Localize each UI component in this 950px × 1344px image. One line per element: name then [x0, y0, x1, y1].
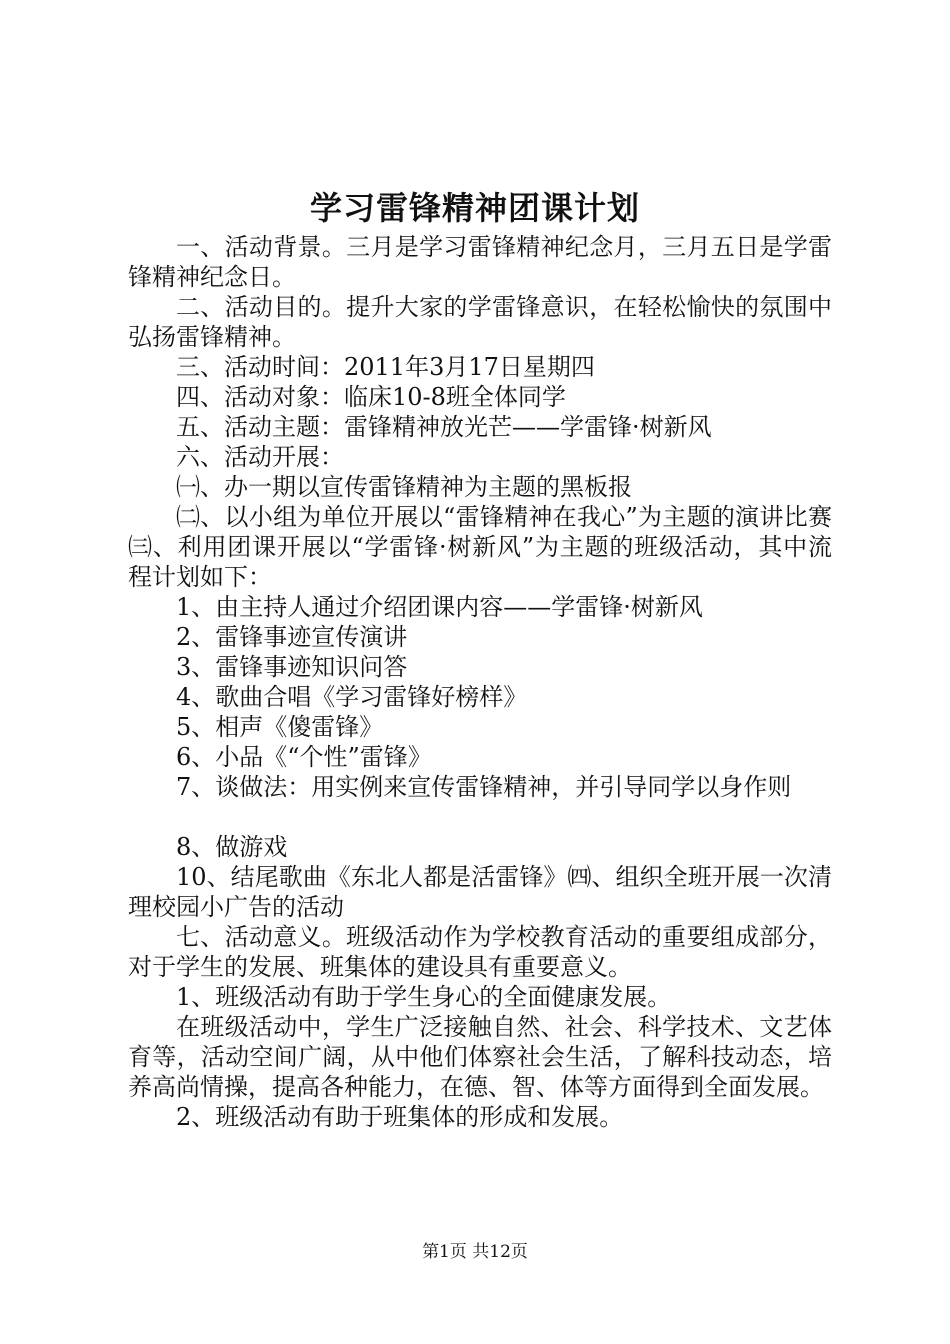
list-item: 6、小品《“个性”雷锋》 [176, 743, 432, 771]
blank-line [128, 802, 832, 832]
document-title: 学习雷锋精神团课计划 [309, 189, 640, 227]
list-item: 3、雷锋事迹知识问答 [176, 653, 408, 681]
page-footer: 第1页 共12页 [422, 1242, 528, 1262]
list-item: 7、谈做法：用实例来宣传雷锋精神，并引导同学以身作则 [176, 773, 792, 801]
list-item: 5、相声《傻雷锋》 [176, 713, 384, 741]
document-body [128, 232, 832, 1132]
paragraph-activity-1: ㈠、办一期以宣传雷锋精神为主题的黑板报 [176, 473, 632, 501]
paragraph-purpose: 二、活动目的。提升大家的学雷锋意识，在轻松愉快的氛围中弘扬雷锋精神。 [128, 293, 832, 351]
list-item: 1、由主持人通过介绍团课内容——学雷锋·树新风 [176, 593, 703, 621]
list-item: 4、歌曲合唱《学习雷锋好榜样》 [176, 683, 528, 711]
paragraph-time: 三、活动时间：2011年3月17日星期四 [176, 353, 595, 381]
paragraph-significance-2: 2、班级活动有助于班集体的形成和发展。 [176, 1103, 624, 1131]
paragraph-background: 一、活动背景。三月是学习雷锋精神纪念月，三月五日是学雷锋精神纪念日。 [128, 233, 832, 291]
list-item: 10、结尾歌曲《东北人都是活雷锋》㈣、组织全班开展一次清理校园小广告的活动 [128, 863, 832, 921]
paragraph-activities-heading: 六、活动开展： [176, 443, 344, 471]
list-item: 8、做游戏 [176, 833, 288, 861]
paragraph-significance-1: 1、班级活动有助于学生身心的全面健康发展。 [176, 983, 672, 1011]
paragraph-significance-detail: 在班级活动中，学生广泛接触自然、社会、科学技术、文艺体育等，活动空间广阔，从中他们体察社会生活，了解科技动态，培养高尚情操，提高各种能力，在德、智、体等方面得到全面发展。 [128, 1013, 832, 1101]
list-item: 2、雷锋事迹宣传演讲 [176, 623, 408, 651]
paragraph-audience: 四、活动对象：临床10-8班全体同学 [176, 383, 566, 411]
paragraph-theme: 五、活动主题：雷锋精神放光芒——学雷锋·树新风 [176, 413, 712, 441]
paragraph-significance: 七、活动意义。班级活动作为学校教育活动的重要组成部分，对于学生的发展、班集体的建设具有重要意义。 [128, 923, 832, 981]
paragraph-activity-2-3: ㈡、以小组为单位开展以“雷锋精神在我心”为主题的演讲比赛㈢、利用团课开展以“学雷锋·树新风”为主题的班级活动，其中流程计划如下： [128, 503, 832, 591]
